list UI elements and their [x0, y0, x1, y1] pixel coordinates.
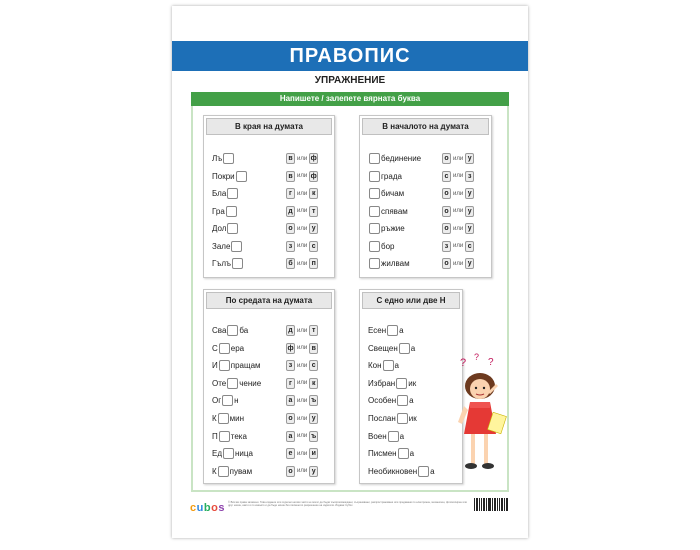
- letter-choice[interactable]: у: [309, 466, 318, 477]
- answer-box[interactable]: [218, 466, 229, 477]
- letter-choice[interactable]: о: [286, 223, 295, 234]
- or-label: или: [297, 468, 308, 475]
- answer-box[interactable]: [369, 223, 380, 234]
- instruction-bar: Напишете / залепете вярната буква: [191, 92, 509, 106]
- word-part-before: Свещен: [368, 343, 398, 353]
- letter-choice[interactable]: о: [442, 188, 451, 199]
- letter-choice[interactable]: в: [309, 343, 318, 354]
- word-part-before: Ог: [212, 396, 222, 406]
- word-part-after: а: [399, 431, 405, 441]
- answer-box[interactable]: [398, 448, 409, 459]
- letter-choices: [442, 223, 474, 234]
- exercise-word: [212, 171, 248, 182]
- letter-choice[interactable]: у: [309, 413, 318, 424]
- panel-middle-of-word: [203, 289, 335, 484]
- exercise-row: [212, 205, 238, 218]
- answer-box[interactable]: [388, 431, 399, 442]
- exercise-word: [368, 466, 435, 477]
- answer-box[interactable]: [227, 378, 238, 389]
- exercise-word: [212, 378, 261, 389]
- word-part-before: Гра: [212, 206, 225, 216]
- word-part-after: пувам: [229, 466, 253, 476]
- exercise-word: [368, 378, 416, 389]
- answer-box[interactable]: [227, 325, 238, 336]
- letter-choice[interactable]: ъ: [311, 432, 317, 440]
- exercise-word: [368, 431, 404, 442]
- exercise-word: [368, 223, 405, 234]
- exercise-word: [368, 206, 408, 217]
- letter-choices: [442, 241, 474, 252]
- word-part-before: Оте: [212, 378, 227, 388]
- exercise-row: [212, 412, 244, 425]
- or-label: или: [453, 243, 464, 249]
- word-part-before: Послан: [368, 414, 396, 423]
- answer-box[interactable]: [369, 258, 380, 269]
- word-part-after: ик: [408, 378, 417, 388]
- letter-choices: [286, 188, 318, 199]
- exercise-row: [368, 187, 404, 200]
- exercise-row: [368, 447, 414, 460]
- word-part-before: Писмен: [368, 449, 397, 459]
- or-label: или: [297, 345, 308, 352]
- exercise-row: [368, 377, 416, 390]
- exercise-row: [368, 430, 404, 443]
- thinking-girl-illustration: [454, 352, 518, 482]
- answer-box[interactable]: [369, 188, 380, 199]
- letter-choice[interactable]: с: [309, 241, 318, 252]
- exercise-word: [212, 343, 244, 354]
- exercise-word: [368, 171, 402, 182]
- letter-choices: [286, 395, 318, 406]
- exercise-word: [212, 431, 247, 442]
- exercise-row: [368, 412, 417, 425]
- letter-choice[interactable]: у: [309, 223, 318, 234]
- letter-choice[interactable]: у: [465, 258, 474, 269]
- letter-choices: [286, 153, 318, 164]
- exercise-row: [212, 240, 243, 253]
- answer-box[interactable]: [226, 206, 237, 217]
- answer-box[interactable]: [399, 343, 410, 354]
- or-label: или: [297, 450, 308, 457]
- word-part-after: ница: [235, 449, 253, 459]
- cubos-logo: [190, 502, 225, 514]
- exercise-word: [368, 241, 394, 252]
- exercise-word: [212, 188, 239, 199]
- or-label: или: [297, 243, 308, 249]
- exercise-row: [212, 342, 244, 355]
- letter-choice[interactable]: о: [442, 258, 451, 269]
- letter-choice[interactable]: г: [286, 188, 295, 199]
- word-part-before: Особен: [368, 396, 397, 406]
- letter-choices: [286, 413, 318, 424]
- answer-box[interactable]: [219, 360, 230, 371]
- exercise-word: [368, 258, 410, 269]
- letter-choice[interactable]: у: [465, 188, 474, 199]
- answer-box[interactable]: [397, 413, 408, 424]
- letter-choice[interactable]: г: [286, 378, 295, 389]
- page-subtitle: УПРАЖНЕНИЕ: [314, 75, 386, 86]
- exercise-row: [212, 359, 261, 372]
- letter-choice[interactable]: о: [442, 153, 451, 164]
- letter-choice[interactable]: п: [309, 258, 318, 269]
- word-part-after: бичам: [381, 189, 405, 198]
- exercise-word: [212, 223, 239, 234]
- exercise-word: [212, 241, 243, 252]
- exercise-row: [212, 394, 239, 407]
- exercise-row: [368, 359, 399, 372]
- exercise-word: [212, 325, 248, 336]
- answer-box[interactable]: [219, 431, 230, 442]
- exercise-row: [368, 222, 405, 235]
- letter-choice[interactable]: о: [286, 413, 295, 424]
- exercise-row: [212, 257, 244, 270]
- answer-box[interactable]: [369, 241, 380, 252]
- svg-text:?: ?: [474, 352, 480, 362]
- letter-choice[interactable]: о: [442, 206, 451, 217]
- letter-choice[interactable]: в: [286, 153, 295, 164]
- letter-choices: [442, 258, 474, 269]
- letter-choice[interactable]: е: [286, 448, 295, 459]
- exercise-row: [212, 377, 261, 390]
- answer-box[interactable]: [236, 171, 247, 182]
- word-part-after: града: [381, 171, 402, 181]
- exercise-row: [212, 465, 252, 478]
- word-part-after: пращам: [230, 361, 261, 371]
- or-label: или: [297, 397, 308, 404]
- answer-box[interactable]: [231, 241, 242, 252]
- answer-box[interactable]: [397, 395, 408, 406]
- word-part-after: ръжие: [381, 224, 405, 233]
- letter-choice[interactable]: о: [286, 466, 295, 477]
- word-part-before: Покри: [212, 171, 235, 181]
- or-label: или: [297, 190, 308, 197]
- letter-choice[interactable]: д: [286, 206, 295, 217]
- word-part-after: тека: [230, 431, 247, 441]
- or-label: или: [297, 155, 308, 162]
- letter-choice[interactable]: з: [286, 241, 295, 252]
- word-part-after: а: [399, 326, 404, 335]
- answer-box[interactable]: [227, 188, 238, 199]
- or-label: или: [297, 380, 308, 387]
- word-part-after: мин: [229, 414, 245, 423]
- word-part-after: ик: [408, 414, 417, 423]
- answer-box[interactable]: [223, 448, 234, 459]
- answer-box[interactable]: [387, 325, 398, 336]
- letter-choices: [286, 325, 318, 336]
- word-part-after: а: [409, 396, 414, 406]
- letter-choice[interactable]: к: [309, 188, 318, 199]
- answer-box[interactable]: [369, 206, 380, 217]
- or-label: или: [297, 433, 308, 440]
- or-label: или: [453, 190, 464, 197]
- letter-choices: [286, 206, 318, 217]
- exercise-row: [368, 240, 394, 253]
- or-label: или: [297, 173, 308, 179]
- page-title: ПРАВОПИС: [172, 41, 528, 71]
- exercise-word: [368, 325, 404, 336]
- panel-end-of-word: [203, 115, 335, 278]
- letter-choice[interactable]: а: [286, 395, 295, 406]
- letter-choice[interactable]: б: [286, 258, 295, 269]
- exercise-word: [212, 258, 244, 269]
- word-part-before: П: [212, 431, 218, 441]
- exercise-row: [212, 447, 253, 460]
- exercise-row: [212, 170, 248, 183]
- exercise-word: [212, 466, 252, 477]
- panel-heading: В края на думата: [206, 118, 332, 135]
- exercise-word: [212, 153, 235, 164]
- letter-choices: [286, 223, 318, 234]
- word-part-after: ера: [230, 343, 245, 353]
- or-label: или: [453, 173, 464, 179]
- word-part-before: Сва: [212, 326, 227, 335]
- word-part-before: К: [212, 466, 217, 476]
- logo-text: cubos: [190, 502, 225, 514]
- exercise-word: [368, 188, 404, 199]
- or-label: или: [297, 260, 308, 267]
- word-part-after: бединение: [381, 154, 422, 163]
- letter-choice[interactable]: о: [442, 223, 451, 234]
- letter-choices: [286, 448, 318, 459]
- exercise-word: [368, 413, 417, 424]
- letter-choices: [286, 258, 318, 269]
- exercise-row: [212, 222, 239, 235]
- letter-choice[interactable]: д: [286, 325, 295, 336]
- letter-choice[interactable]: у: [465, 206, 474, 217]
- word-part-before: Гълъ: [212, 259, 231, 268]
- letter-choice[interactable]: ф: [310, 155, 317, 162]
- answer-box[interactable]: [396, 378, 407, 389]
- panel-heading: С едно или две Н: [362, 292, 460, 309]
- barcode-icon: [474, 498, 508, 514]
- letter-choices: [442, 188, 474, 199]
- letter-choices: [286, 241, 318, 252]
- or-label: или: [297, 225, 308, 232]
- or-label: или: [453, 260, 464, 267]
- letter-choice[interactable]: з: [465, 171, 474, 182]
- answer-box[interactable]: [232, 258, 243, 269]
- answer-box[interactable]: [418, 466, 429, 477]
- letter-choice[interactable]: ф: [287, 344, 294, 352]
- exercise-word: [212, 206, 238, 217]
- word-part-before: Необикновен: [368, 466, 418, 476]
- letter-choices: [286, 431, 318, 442]
- letter-choices: [286, 171, 318, 182]
- word-part-before: Бла: [212, 189, 227, 198]
- word-part-after: н: [234, 396, 239, 406]
- word-part-before: Ед: [212, 449, 223, 459]
- answer-box[interactable]: [227, 223, 238, 234]
- exercise-row: [212, 430, 247, 443]
- panel-heading: В началото на думата: [362, 118, 489, 135]
- exercise-row: [368, 394, 414, 407]
- panel-single-double-n: [359, 289, 463, 484]
- word-part-after: а: [430, 466, 435, 476]
- exercise-row: [212, 152, 235, 165]
- letter-choice[interactable]: у: [465, 153, 474, 164]
- letter-choices: [286, 378, 318, 389]
- answer-box[interactable]: [219, 343, 230, 354]
- or-label: или: [297, 208, 308, 214]
- svg-text:?: ?: [460, 357, 467, 369]
- exercise-word: [212, 448, 253, 459]
- letter-choices: [442, 153, 474, 164]
- word-part-after: а: [409, 449, 415, 459]
- answer-box[interactable]: [369, 171, 380, 182]
- letter-choice[interactable]: у: [465, 223, 474, 234]
- exercise-word: [212, 413, 244, 424]
- exercise-row: [368, 342, 415, 355]
- letter-choice[interactable]: к: [309, 378, 318, 389]
- word-part-before: Кон: [368, 361, 382, 371]
- or-label: или: [297, 362, 308, 369]
- letter-choice[interactable]: з: [442, 241, 451, 252]
- exercise-row: [368, 205, 408, 218]
- panel-heading: По средата на думата: [206, 292, 332, 309]
- word-part-after: ба: [239, 326, 249, 335]
- letter-choice[interactable]: т: [309, 325, 318, 336]
- fine-print: © Всички права запазени. Това издание или отделни негови части не могат да бъдат възпроизвеждани, съхранявани, разпространявани или предавани по електронен, механичен, фотокопирен или друг начин, както и по какъвто и да бъде начин без писменото разрешение на издателя. Издава: Кубос.: [228, 501, 467, 508]
- answer-box[interactable]: [223, 153, 234, 164]
- exercise-word: [368, 360, 399, 371]
- word-part-after: жилвам: [381, 259, 410, 268]
- letter-choices: [286, 466, 318, 477]
- word-part-after: а: [410, 343, 416, 353]
- exercise-word: [212, 360, 261, 371]
- panel-start-of-word: [359, 115, 492, 278]
- letter-choices: [286, 343, 318, 354]
- letter-choice[interactable]: а: [286, 431, 295, 442]
- or-label: или: [297, 415, 308, 422]
- letter-choice[interactable]: з: [286, 360, 295, 371]
- exercise-row: [368, 170, 402, 183]
- svg-text:?: ?: [488, 357, 494, 368]
- word-part-before: Зале: [212, 241, 231, 251]
- exercise-row: [368, 324, 404, 337]
- exercise-word: [368, 153, 421, 164]
- exercise-row: [212, 187, 239, 200]
- or-label: или: [453, 155, 464, 162]
- answer-box[interactable]: [383, 360, 394, 371]
- exercise-word: [212, 395, 239, 406]
- exercise-row: [212, 324, 248, 337]
- or-label: или: [453, 208, 464, 214]
- word-part-before: С: [212, 343, 218, 353]
- letter-choices: [442, 206, 474, 217]
- exercise-word: [368, 343, 415, 354]
- word-part-before: Избран: [368, 378, 396, 388]
- letter-choice[interactable]: с: [465, 241, 474, 252]
- letter-choice[interactable]: с: [442, 171, 451, 182]
- word-part-after: а: [394, 361, 399, 371]
- word-part-before: Лъ: [212, 154, 223, 163]
- exercise-word: [368, 395, 414, 406]
- letter-choice[interactable]: т: [309, 206, 318, 217]
- word-part-after: бор: [381, 241, 395, 251]
- word-part-before: Воен: [368, 431, 387, 441]
- word-part-before: Есен: [368, 326, 387, 335]
- word-part-after: чение: [239, 378, 262, 388]
- exercise-row: [368, 257, 410, 270]
- or-label: или: [453, 225, 464, 232]
- word-part-before: К: [212, 414, 217, 423]
- answer-box[interactable]: [369, 153, 380, 164]
- letter-choice[interactable]: с: [309, 360, 318, 371]
- letter-choice[interactable]: ъ: [311, 397, 317, 405]
- exercise-row: [368, 152, 421, 165]
- word-part-after: спявам: [381, 206, 408, 216]
- letter-choice[interactable]: в: [286, 171, 295, 182]
- letter-choices: [286, 360, 318, 371]
- answer-box[interactable]: [218, 413, 229, 424]
- letter-choices: [442, 171, 474, 182]
- poster-sheet: [172, 6, 528, 538]
- exercise-row: [368, 465, 435, 478]
- word-part-before: Дол: [212, 224, 227, 233]
- exercise-word: [368, 448, 414, 459]
- letter-choice[interactable]: и: [309, 448, 318, 459]
- answer-box[interactable]: [222, 395, 233, 406]
- letter-choice[interactable]: ф: [310, 172, 317, 180]
- or-label: или: [297, 327, 308, 334]
- word-part-before: И: [212, 361, 218, 371]
